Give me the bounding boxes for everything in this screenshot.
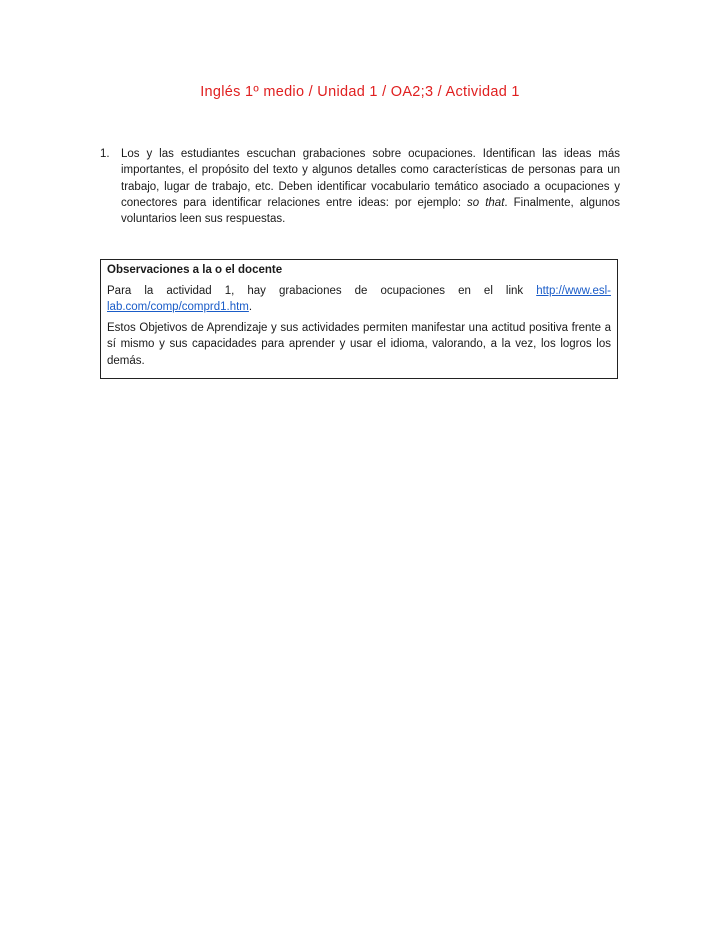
activity-example: so that — [467, 196, 505, 209]
observations-title: Observaciones a la o el docente — [107, 264, 283, 276]
activity-text: Los y las estudiantes escuchan grabaciones sobre ocupaciones. Identifican las ideas más importantes, el propósito del texto y algunos detalles como características de personas para un trabajo, lugar de trabajo, etc. Deben identificar vocabulario temático asociado a ocupaciones y conectores para identificar relaciones entre ideas: por ejemplo: — [121, 148, 620, 209]
activity-text-end: . Finalmente, algunos voluntarios leen sus respuestas. — [121, 196, 621, 226]
page-title: Inglés 1º medio / Unidad 1 / OA2;3 / Actividad 1 — [200, 84, 520, 100]
observations-paragraph-1 — [107, 283, 611, 316]
activity-item — [100, 146, 620, 227]
activity-list — [100, 146, 620, 227]
observations-box — [100, 259, 618, 379]
observations-paragraph-2: Estos Objetivos de Aprendizaje y sus actividades permiten manifestar una actitud positiva frente a sí mismo y sus capacidades para aprender y usar el idioma, valorando, a la vez, los logros los demás. — [107, 321, 611, 367]
recordings-link[interactable]: http://www.esl-lab.com/comp/comprd1.htm — [107, 284, 611, 313]
activity-number: 1. — [100, 148, 110, 160]
observations-p1-end: . — [248, 301, 253, 313]
observations-p1-text: Para la actividad 1, hay grabaciones de ocupaciones en el link — [107, 284, 537, 297]
